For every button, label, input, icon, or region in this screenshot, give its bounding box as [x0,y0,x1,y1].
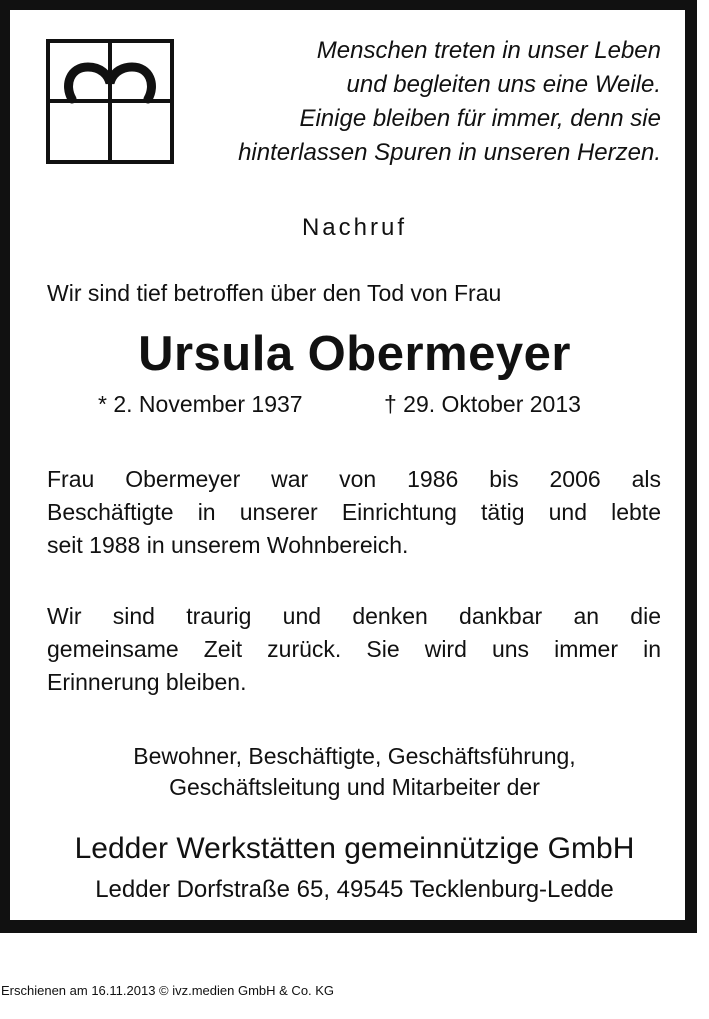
paragraph-line: gemeinsame Zeit zurück. Sie wird uns immer in [47,636,661,662]
death-date: † 29. Oktober 2013 [384,391,581,417]
paragraph-line: Erinnerung bleiben. [47,669,247,695]
quote-line: Einige bleiben für immer, denn sie [299,105,661,132]
signoff-line-2: Geschäftsleitung und Mitarbeiter der [169,774,540,800]
publication-footer: Erschienen am 16.11.2013 © ivz.medien GmbH & Co. KG [1,983,335,998]
deceased-name: Ursula Obermeyer [138,327,571,381]
organization-address: Ledder Dorfstraße 65, 49545 Tecklenburg-Ledde [95,876,614,903]
paragraph-line: Frau Obermeyer war von 1986 bis 2006 als [47,466,661,492]
quote-line: hinterlassen Spuren in unseren Herzen. [238,139,661,166]
paragraph-biography [47,463,661,562]
quote-line: Menschen treten in unser Leben [316,37,661,64]
opening-quote [181,34,661,170]
quote-line: und begleiten uns eine Weile. [346,71,661,98]
paragraph-line: seit 1988 in unserem Wohnbereich. [47,532,409,558]
paragraph-line: Wir sind traurig und denken dankbar an die [47,603,661,629]
organization-name: Ledder Werkstätten gemeinnützige GmbH [74,832,635,865]
paragraph-remembrance [47,600,661,699]
intro-text: Wir sind tief betroffen über den Tod von Frau [47,280,502,306]
signoff-line-1: Bewohner, Beschäftigte, Geschäftsführung, [133,743,576,769]
paragraph-line: Beschäftigte in unserer Einrichtung tätig und lebte [47,499,661,525]
heading-nachruf: Nachruf [301,214,408,241]
logo-icon [46,39,174,164]
birth-date: * 2. November 1937 [98,391,303,417]
